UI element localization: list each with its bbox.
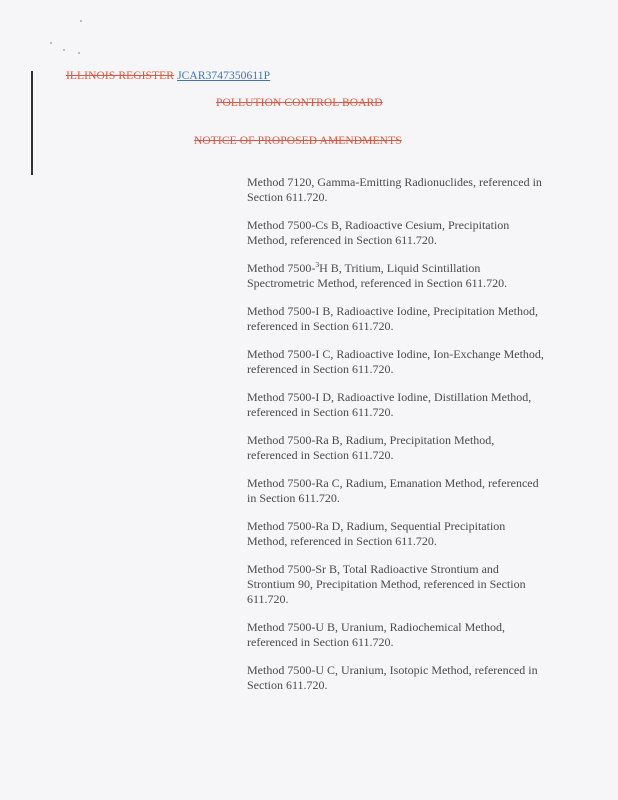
method-entry-text: Method 7500-I C, Radioactive Iodine, Ion-Exchange Method, referenced in Section 611.720.: [247, 347, 544, 376]
method-entry-text: Method 7500-Sr B, Total Radioactive Strontium and Strontium 90, Precipitation Method, referenced in Section 611.720.: [247, 562, 526, 606]
method-entry-text: Method 7500-Cs B, Radioactive Cesium, Precipitation Method, referenced in Section 611.720.: [247, 218, 510, 247]
method-entry-text: Method 7500-I B, Radioactive Iodine, Precipitation Method, referenced in Section 611.720.: [247, 304, 538, 333]
method-list: [247, 175, 547, 706]
method-entry: [247, 433, 547, 463]
method-entry-text: Method 7500-U C, Uranium, Isotopic Method, referenced in Section 611.720.: [247, 663, 538, 692]
notice-title: NOTICE OF PROPOSED AMENDMENTS: [194, 135, 402, 147]
method-entry-superscript: 3: [315, 260, 320, 269]
method-entry: [247, 476, 547, 506]
method-entry: [247, 562, 547, 607]
method-entry-text: Method 7500-Ra D, Radium, Sequential Precipitation Method, referenced in Section 611.720.: [247, 519, 506, 548]
register-header: [66, 70, 270, 82]
method-entry-prefix: Method 7500-: [247, 261, 316, 275]
method-entry: [247, 304, 547, 334]
method-entry-text: H B, Tritium, Liquid Scintillation Spectrometric Method, referenced in Section 611.720.: [247, 261, 508, 290]
method-entry: [247, 347, 547, 377]
method-entry: [247, 218, 547, 248]
method-entry: [247, 390, 547, 420]
method-entry-text: Method 7500-I D, Radioactive Iodine, Distillation Method, referenced in Section 611.720.: [247, 390, 532, 419]
register-inserted-text: JCAR3747350611P: [177, 70, 271, 82]
method-entry: [247, 620, 547, 650]
method-entry: [247, 519, 547, 549]
revision-margin-bar: [31, 71, 33, 175]
method-entry-text: Method 7500-U B, Uranium, Radiochemical Method, referenced in Section 611.720.: [247, 620, 505, 649]
board-title: POLLUTION CONTROL BOARD: [216, 97, 383, 109]
method-entry: [247, 175, 547, 205]
method-entry-text: Method 7120, Gamma-Emitting Radionuclides, referenced in Section 611.720.: [247, 175, 542, 204]
method-entry: [247, 663, 547, 693]
register-struck-text: ILLINOIS REGISTER: [66, 70, 175, 82]
method-entry: [247, 261, 547, 291]
method-entry-text: Method 7500-Ra B, Radium, Precipitation Method, referenced in Section 611.720.: [247, 433, 495, 462]
method-entry-text: Method 7500-Ra C, Radium, Emanation Method, referenced in Section 611.720.: [247, 476, 539, 505]
